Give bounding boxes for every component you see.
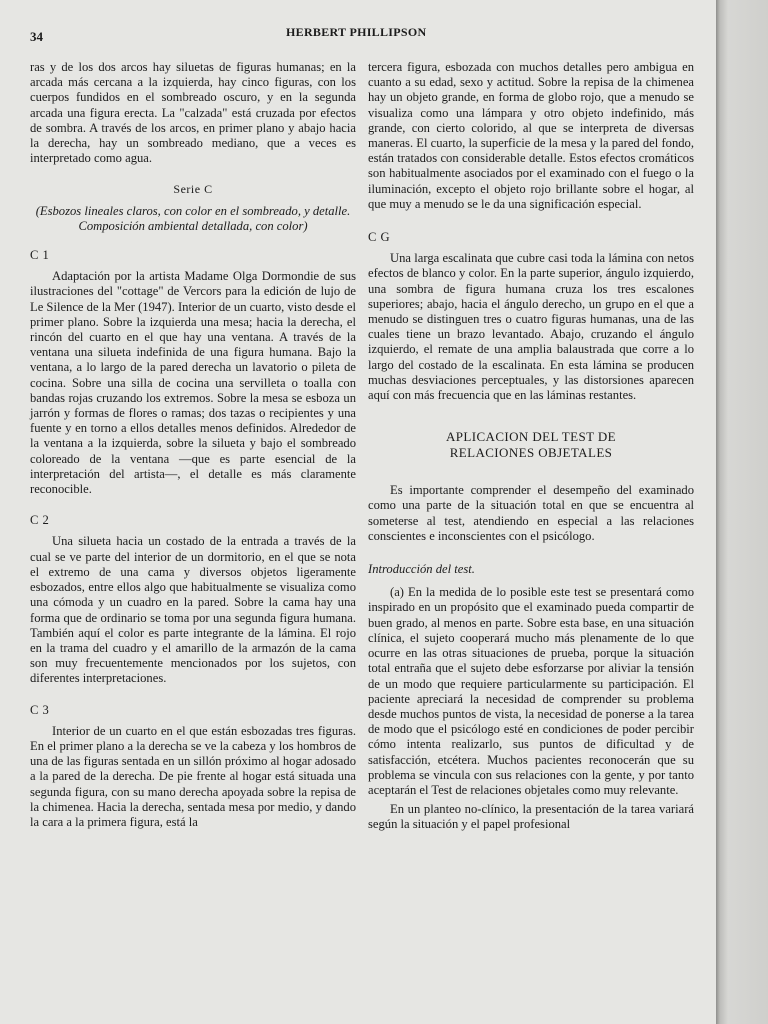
intro-paragraph: Es importante comprender el desempeño del examinado como una parte de la situación total en que se encuentra al someterse al test, atendiendo en especial a las relaciones conscientes e inconscientes con el psicólogo. [368, 483, 694, 543]
plate-description-c2: Una silueta hacia un costado de la entrada a través de la cual se ve parte del interior de un dormitorio, en el que se nota el extremo de una cama y diversos objetos ligeramente esbozados, entre ellos algo que habitualmente se visualiza como una cómoda y un cuadro en la pared. Sobre la cama hay una forma que de ordinario se toma por una segunda figura humana. También aquí el color es parte integrante de la lámina. El rojo en la trama del cuadro y el amarillo de la armazón de la cama son muy frecuentemente mencionados por los sujetos, con diferentes interpretaciones. [30, 534, 356, 686]
plate-label-c3: C 3 [30, 702, 50, 717]
paragraph-a: (a) En la medida de lo posible este test se presentará como inspirado en un propósito que el examinado pueda compartir de buen grado, al menos en parte. Sobre esta base, en una situación clínica, el sujeto cooperará mucho más plenamente de lo que ocurre en las otras situaciones de prueba, porque la situación total entraña que el sujeto debe esforzarse por aliviar la tensión de un modo que requiere particularmente su participación. El paciente apreciará la necesidad de comprender su problema desde muchos puntos de vista, la necesidad de ponerse a la tarea de modo que el psicólogo esté en condiciones de poder percibir cómo intenta realizarlo, sus puntos de dificultad y de satisfacción, etcétera. Muchos pacientes reconocerán que su problema se vincula con sus relaciones con la gente, y por tanto aceptarán el Test de relaciones objetales como muy relevante. [368, 585, 694, 797]
right-column [368, 60, 694, 833]
series-heading: Serie C [173, 182, 213, 197]
subheading: Introducción del test. [368, 562, 475, 577]
plate-label-cg: C G [368, 230, 391, 245]
chapter-title-line-2: RELACIONES OBJETALES [449, 445, 613, 461]
chapter-title-line-1: APLICACION DEL TEST DE [446, 429, 616, 445]
closing-paragraph: En un planteo no-clínico, la presentación de la tarea variará según la situación y el papel profesional [368, 802, 694, 832]
left-column [30, 60, 356, 830]
plate-description-c3: Interior de un cuarto en el que están esbozadas tres figuras. En el primer plano a la derecha se ve la cabeza y los hombros de una de las figuras sentada en un sillón próximo al hogar adosado a la pared de la derecha. De pie frente al hogar está situada una segunda figura, con su mano derecha apoyada sobre la repisa de la chimenea. Hacia la derecha, sentada mesa por medio, y dando la cara a la primera figura, está la [30, 723, 356, 829]
page-edge-shadow [716, 0, 768, 1024]
continued-paragraph-right: tercera figura, esbozada con muchos detalles pero ambigua en cuanto a su edad, sexo y actitud. Sobre la repisa de la chimenea hay un objeto grande, en forma de globo rojo, que a menudo se visualiza como una lámpara y otro objeto indefinido, más grande, con cierto colorido, al que se interpreta de diversas maneras. El cuarto, la superficie de la mesa y la pared del fondo, están tratados con considerable detalle. Estos efectos cromáticos son habitualmente asociados por el examinado con el fuego o la iluminación, excepto el objeto rojo brillante sobre el hogar, al que muy a menudo se le da una significación especial. [368, 60, 694, 211]
chapter-title [368, 429, 694, 461]
plate-label-c1: C 1 [30, 248, 50, 263]
plate-description-cg: Una larga escalinata que cubre casi toda la lámina con netos efectos de blanco y color. En la parte superior, ángulo izquierdo, una sombra de figura humana cruza los tres escalones superiores; abajo, hacia el ángulo derecho, un grupo en el que a menudo se distinguen tres o cuatro figuras humanas, una de las cuales tiene un brazo levantado. Abajo, cruzando el ángulo izquierdo, el remate de una amplia balaustrada que corre a lo largo del costado de la escalinata. En esta lámina se producen muchas desviaciones perceptuales, y las distorsiones aparecen aquí con más frecuencia que en las láminas restantes. [368, 251, 694, 403]
plate-label-c2: C 2 [30, 513, 50, 528]
continued-paragraph: ras y de los dos arcos hay siluetas de figuras humanas; en la arcada más cercana a la izquierda, hay cinco figuras, con los cuerpos fundidos en el sombreado oscuro, y en la segunda arcada una figura erecta. La "calzada" está cruzada por efectos de sombra. A través de los arcos, en primer plano y abajo hacia la derecha, hay un sombreado mediano, que a veces es interpretado como agua. [30, 60, 356, 166]
series-description: (Esbozos lineales claros, con color en el sombreado, y detalle. Composición ambiental detallada, con color) [35, 203, 351, 233]
page-number: 34 [30, 29, 43, 44]
plate-description-c1: Adaptación por la artista Madame Olga Dormondie de sus ilustraciones del "cottage" de Vercors para la edición de lujo de Le Silence de la Mer (1947). Interior de un cuarto, visto desde el primer plano. Sobre la izquierda una mesa; hacia la derecha, el rincón del cuarto en el que hay una ventana. A través de la ventana una silueta indefinida de una figura humana. Bajo la ventana, a lo largo de la pared derecha un lavatorio o pileta de cocina. Sobre una silla de cocina una servilleta o toalla con bandas rojas cruzando los extremos. Sobre la mesa se esboza un jarrón y formas de flores o ramas; dos tazas o recipientes y una fuente y en torno a ellos detalles menos definidos. Alrededor de la ventana a la izquierda, sobre la silueta y bajo el sombreado coloreado de la ventana —que es parte esencial de la interpretación del artista—, el detalle es más claramente reconocible. [30, 269, 356, 497]
running-head: HERBERT PHILLIPSON [286, 25, 427, 39]
